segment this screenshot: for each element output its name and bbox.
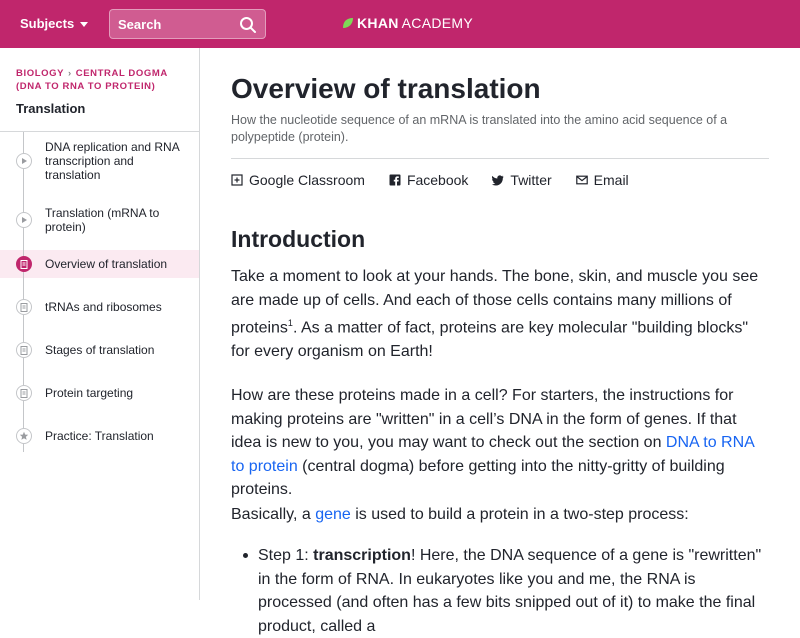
sidebar-title: Translation — [16, 101, 86, 116]
chevron-right-icon: › — [68, 68, 72, 79]
subjects-menu-button[interactable] — [20, 16, 88, 31]
list-item — [231, 544, 771, 638]
steps-list — [231, 544, 771, 638]
paragraph-1 — [231, 265, 771, 363]
search-box[interactable] — [109, 9, 266, 39]
divider — [231, 158, 769, 159]
article-description: How the nucleotide sequence of an mRNA is translated into the amino acid sequence of a polypeptide (protein). — [231, 113, 728, 144]
email-label: Email — [593, 172, 629, 188]
footnote-ref[interactable]: 1 — [287, 318, 293, 328]
leaf-icon — [342, 17, 354, 29]
sidebar — [0, 48, 200, 600]
article-icon — [16, 299, 32, 315]
logo-text-light: ACADEMY — [401, 15, 473, 31]
sidebar-item-practice[interactable] — [0, 422, 199, 450]
logo-text-bold: KHAN — [357, 15, 399, 31]
sidebar-item-label: tRNAs and ribosomes — [45, 300, 162, 314]
twitter-label: Twitter — [510, 172, 552, 188]
sidebar-item-label: Overview of translation — [45, 257, 168, 271]
paragraph-text: Basically, a — [231, 506, 316, 523]
sidebar-item-label: DNA replication and RNA transcription and translation — [45, 140, 180, 182]
google-classroom-label: Google Classroom — [249, 172, 365, 188]
dna-to-rna-link[interactable]: DNA to RNA to protein — [231, 434, 754, 475]
sidebar-item-label: Practice: Translation — [45, 429, 154, 443]
article-icon — [16, 385, 32, 401]
breadcrumb-biology[interactable]: BIOLOGY — [16, 68, 65, 79]
step-term: transcription — [313, 547, 411, 564]
section-heading: Introduction — [231, 226, 366, 252]
google-classroom-icon — [231, 174, 243, 186]
star-icon — [16, 428, 32, 444]
article-icon — [16, 342, 32, 358]
sidebar-item-trnas[interactable] — [0, 278, 199, 336]
breadcrumb — [16, 67, 196, 93]
facebook-label: Facebook — [406, 172, 469, 188]
sidebar-item-stages[interactable] — [0, 336, 199, 364]
sidebar-item-overview[interactable] — [0, 250, 199, 278]
email-button[interactable] — [576, 172, 629, 188]
sidebar-item-label: Translation (mRNA to protein) — [45, 206, 160, 234]
sidebar-item-label: Protein targeting — [45, 386, 134, 400]
subjects-label: Subjects — [20, 16, 75, 31]
facebook-button[interactable] — [389, 172, 468, 188]
chevron-down-icon — [80, 22, 88, 27]
paragraph-text: (central dogma) before getting into the nitty-gritty of building proteins. — [231, 457, 725, 498]
paragraph-text: . As a matter of fact, proteins are key molecular "building blocks" for every organism on Earth! — [231, 319, 749, 360]
facebook-icon — [389, 174, 401, 186]
play-icon — [16, 153, 32, 169]
lesson-nav — [0, 132, 199, 450]
play-icon — [16, 212, 32, 228]
paragraph-3 — [231, 503, 771, 527]
progress-line — [23, 132, 24, 452]
step-label: Step 1: — [258, 547, 314, 564]
twitter-button[interactable] — [492, 172, 551, 188]
paragraph-text: How are these proteins made in a cell? For starters, the instructions for making proteins are "written" in a cell’s DNA in the form of genes. If that idea is new to you, you may want to check out the section on — [231, 387, 737, 451]
breadcrumb-central-dogma[interactable]: CENTRAL DOGMA (DNA TO RNA TO PROTEIN) — [16, 68, 168, 92]
page-title: Overview of translation — [231, 73, 541, 104]
google-classroom-button[interactable] — [231, 172, 365, 188]
search-input[interactable] — [110, 17, 230, 32]
paragraph-text: is used to build a protein in a two-step process: — [350, 506, 689, 523]
share-bar — [231, 172, 629, 188]
paragraph-text: Take a moment to look at your hands. The bone, skin, and muscle you see are made up of cells. And each of those cells contains many millions of proteins — [231, 268, 759, 337]
sidebar-item-dna-replication[interactable] — [0, 132, 199, 190]
sidebar-item-translation-mrna[interactable] — [0, 190, 199, 250]
gene-link[interactable]: gene — [315, 506, 351, 523]
sidebar-item-label: Stages of translation — [45, 343, 155, 357]
article-icon — [16, 256, 32, 272]
khan-academy-logo[interactable] — [342, 15, 473, 31]
search-icon[interactable] — [239, 16, 257, 34]
email-icon — [576, 174, 588, 186]
twitter-icon — [492, 174, 504, 186]
sidebar-item-targeting[interactable] — [0, 364, 199, 422]
paragraph-2 — [231, 384, 771, 502]
step-text: ! Here, the DNA sequence of a gene is "rewritten" in the form of RNA. In eukaryotes like you and me, the RNA is processed (and often has a few bits snipped out of it) to make the final product, called a — [258, 547, 762, 635]
top-bar — [0, 0, 800, 48]
